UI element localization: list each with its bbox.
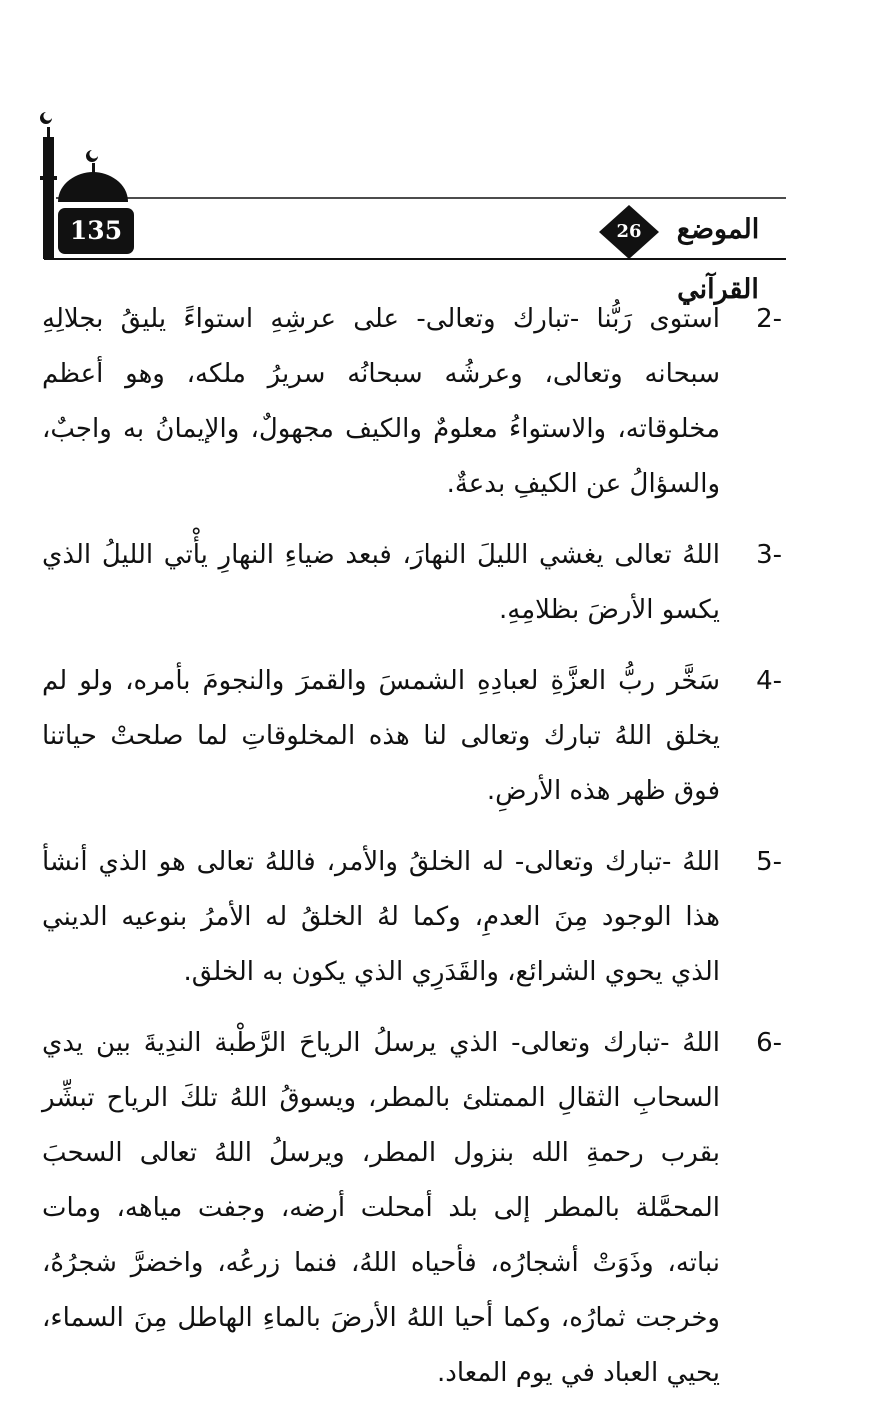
item-number: 2- (756, 304, 782, 334)
header-title: الموضع القرآني (676, 214, 760, 305)
item-text: اللهُ -تبارك وتعالى- له الخلقُ والأمر، فاللهُ تعالى هو الذي أنشأ هذا الوجود مِنَ العدمِ، وكما لهُ الخلقُ له الأمرُ بنوعيه الديني الذي يحوي الشرائع، والقَدَرِي الذي يكون به الخلق. (42, 847, 720, 987)
dome-icon (58, 150, 128, 202)
item-number: 6- (756, 1028, 782, 1058)
item-number: 3- (756, 540, 782, 570)
item-text: استوى رَبُّنا -تبارك وتعالى- على عرشِهِ استواءً يليقُ بجلالِهِ سبحانه وتعالى، وعرشُه سبحانُه سريرُ ملكه، وهو أعظم مخلوقاته، والاستواءُ معلومٌ والكيف مجهولٌ، والإيمانُ به واجبٌ، والسؤالُ عن الكيفِ بدعةٌ. (42, 304, 720, 499)
item-number: 4- (756, 666, 782, 696)
page-number: 135 (69, 216, 123, 245)
list-item (42, 292, 782, 512)
list-item (42, 835, 782, 1000)
minaret-icon (40, 112, 57, 259)
chapter-number: 26 (616, 221, 642, 242)
list-item (42, 528, 782, 638)
list-item (42, 1016, 782, 1401)
item-text: اللهُ -تبارك وتعالى- الذي يرسلُ الرياحَ الرَّطْبة الندِيةَ بين يدي السحابِ الثقالِ الممتلئ بالمطر، ويسوقُ اللهُ تلكَ الرياح تبشِّر بقرب رحمةِ الله بنزول المطر، ويرسلُ اللهُ تعالى السحبَ المحمَّلة بالمطر إلى بلد أمحلت أرضه، وجفت مياهه، ومات نباته، وذَوَتْ أشجارُه، فأحياه اللهُ، فنما زرعُه، واخضرَّ شجرُهُ، وخرجت ثمارُه، وكما أحيا اللهُ الأرضَ بالماءِ الهاطل مِنَ السماء، يحيي العباد في يوم المعاد. (42, 1028, 720, 1388)
page-header (0, 0, 877, 305)
item-text: اللهُ تعالى يغشي الليلَ النهارَ، فبعد ضياءِ النهارِ يأْتي الليلُ الذي يكسو الأرضَ بظلامِهِ. (42, 540, 720, 625)
page-body (42, 292, 782, 1417)
item-text: سَخَّر ربُّ العزَّةِ لعبادِهِ الشمسَ والقمرَ والنجومَ بأمره، ولو لم يخلق اللهُ تبارك وتعالى لنا هذه المخلوقاتِ لما صلحتْ حياتنا فوق ظهر هذه الأرضِ. (42, 666, 720, 806)
item-number: 5- (756, 847, 782, 877)
list-item (42, 654, 782, 819)
